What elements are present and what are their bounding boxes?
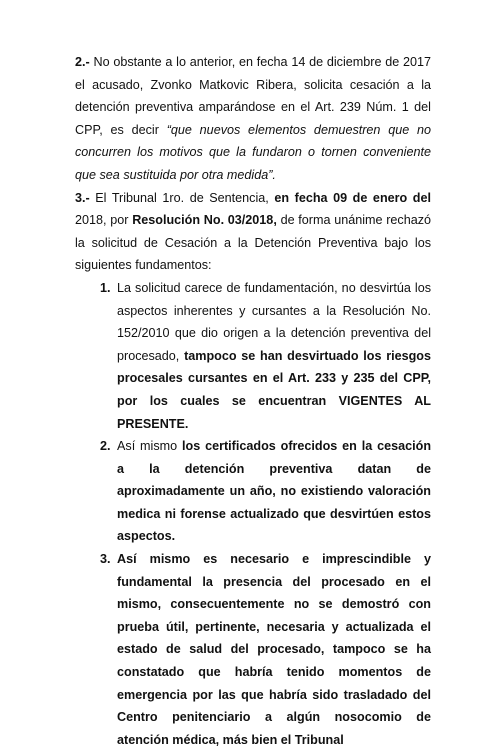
list-item xyxy=(100,435,432,548)
list-item-text: La solicitud carece de fundamentación, no desvirtúa los aspectos inherentes y cursantes a la Resolución No. 152/2010 que dio origen a la detención preventiva del procesado, xyxy=(117,280,431,363)
paragraph-3-year: 2018, xyxy=(75,213,107,228)
paragraph-3-text-c: de forma unánime rechazó la solicitud de Cesación a la Detención Preventiva bajo los siguientes fundamentos: xyxy=(75,213,432,273)
list-item-text: Así mismo xyxy=(117,439,178,454)
paragraph-3-text-b: por xyxy=(110,213,129,228)
list-item-bold-text: los certificados ofrecidos en la cesación a la detención preventiva datan de aproximadamente un año, no existiendo valoración medica ni forense actualizado que desvirtúen estos aspectos. xyxy=(117,439,432,544)
list-item-number: 1. xyxy=(100,280,111,295)
document-body xyxy=(75,51,431,751)
paragraph-3 xyxy=(75,187,431,277)
paragraph-2-quote: “que nuevos elementos demuestren que no concurren los motivos que la fundaron o tornen conveniente que sea sustituida por otra medida”. xyxy=(75,122,432,182)
paragraph-3-label: 3.- xyxy=(75,190,90,205)
list-item-number: 2. xyxy=(100,439,111,454)
paragraph-3-date: en fecha 09 de enero del xyxy=(274,190,431,205)
list-item xyxy=(100,548,431,751)
paragraph-3-text-a: El Tribunal 1ro. de Sentencia, xyxy=(95,190,269,205)
list-item-number: 3. xyxy=(100,552,111,567)
list-item xyxy=(100,277,432,435)
list-item-bold-text: tampoco se han desvirtuado los riesgos procesales cursantes en el Art. 233 y 235 del CPP, por los cuales se encuentran VIGENTES AL PRESENTE xyxy=(117,348,432,431)
paragraph-3-resolution: Resolución No. 03/2018, xyxy=(132,213,277,228)
paragraph-2-text: No obstante a lo anterior, en fecha 14 de diciembre de 2017 el acusado, Zvonko Matkovic Ribera, solicita cesación a la detención preventiva amparándose en el Art. 239 Núm. 1 del CPP, es decir xyxy=(75,55,431,137)
paragraph-2-label: 2.- xyxy=(75,55,90,69)
list-item-bold-text: Así mismo es necesario e imprescindible y fundamental la presencia del procesado en el mismo, consecuentemente no se demostró con prueba útil, pertinente, necesaria y actualizada el estado de salud del procesado, tampoco se ha constatado que habría tenido momentos de emergencia por las que habría sido trasladado del Centro penitenciario a algún nosocomio de atención médica, más bien el Tribunal xyxy=(117,552,431,747)
paragraph-2 xyxy=(75,51,431,187)
list-item-tail: . xyxy=(184,416,189,431)
fundamentos-list xyxy=(75,277,431,751)
